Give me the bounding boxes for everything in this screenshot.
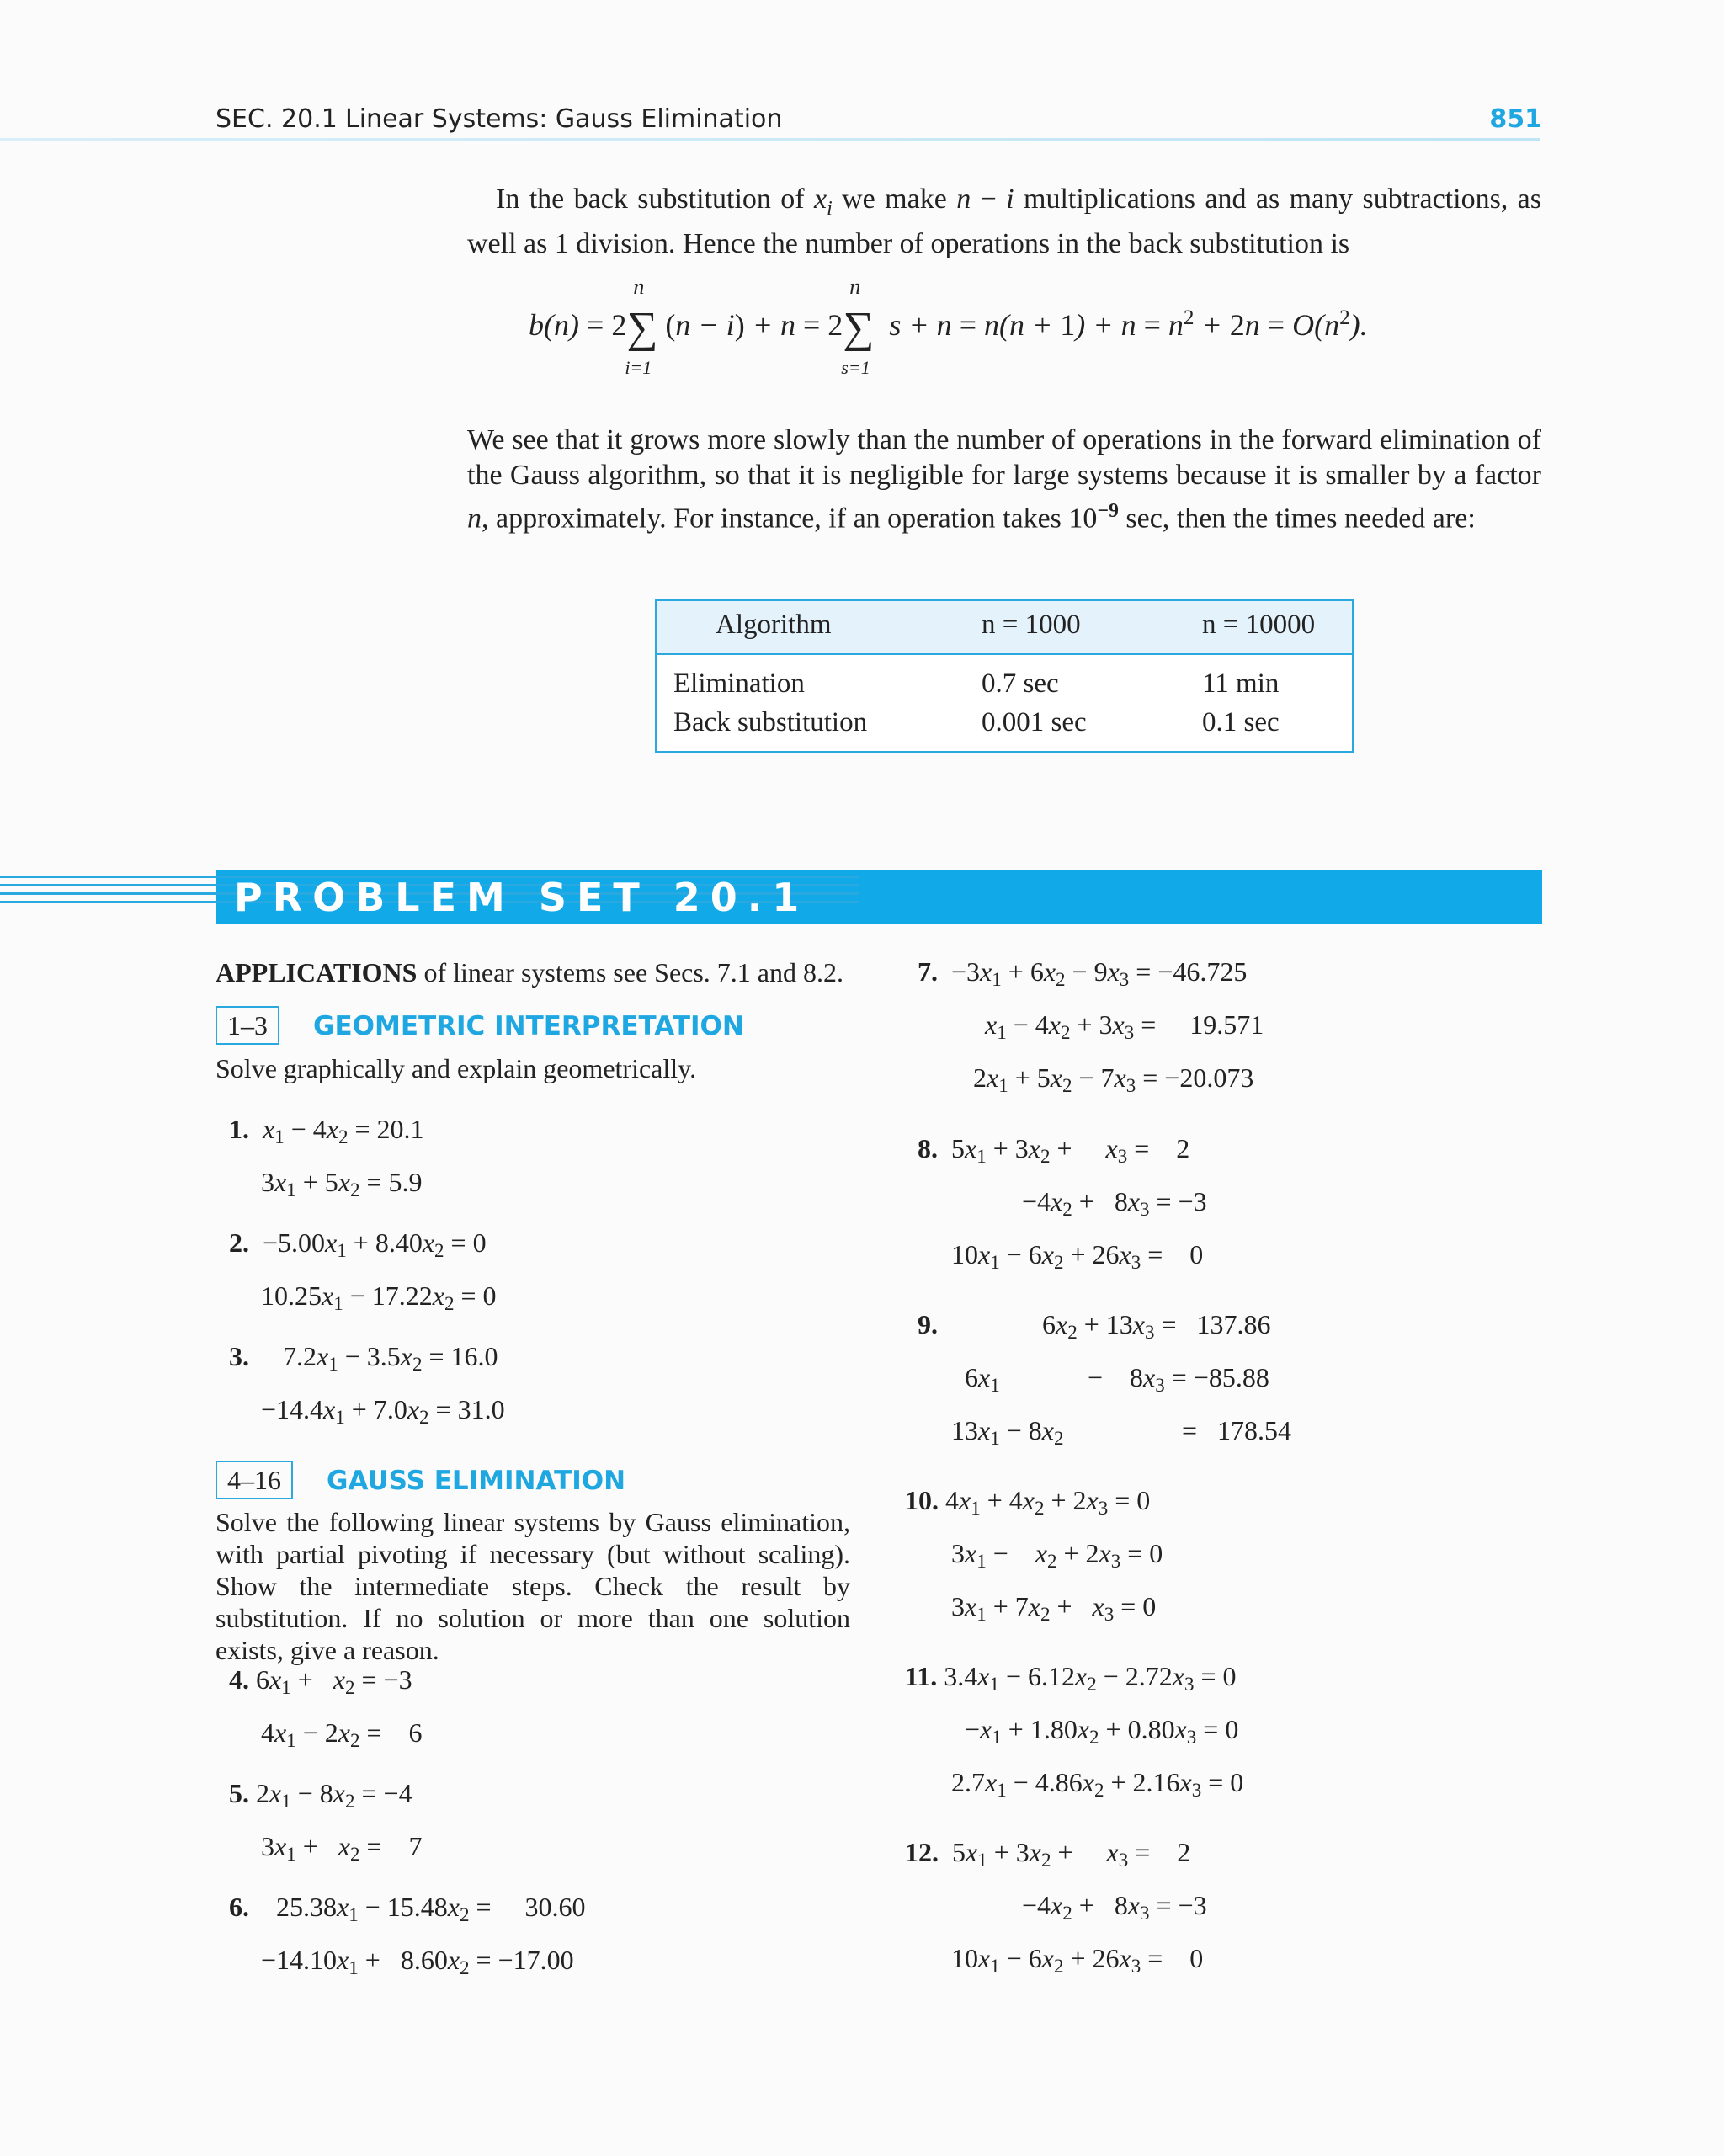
problem-9-eq3-terms: = 178.54 [1182,1415,1292,1445]
problem-8-eq1: 8. $5x_1 + 3x_2$ + $x_3$ = 2 [918,1133,1190,1167]
problem-10-eq3: $3x_1 + 7x_2 + x_3 = 0$ [951,1591,1157,1625]
problem-11-eq3: $2.7x_1 - 4.86x_2 + 2.16x_3 = 0$ [951,1767,1244,1801]
section-instructions: Solve the following linear systems by Gauss elimination, with partial pivoting if necessary (but without scaling). Show the intermediate steps. Check the result by substitution. If no solution or more than one solution exists, give a reason. [216,1507,850,1665]
problem-10-eq2: $3x_1$ − $x_2 + 2x_3 = 0$ [951,1538,1163,1572]
problem-set-title: PROBLEM SET 20.1 [234,875,810,920]
table-header: n = 10000 [1202,610,1316,640]
problem-7-eq1: 7. $-3x_1 + 6x_2 - 9x_3 = -46.725$ [918,956,1248,990]
problem-9-eq1-terms: $6x_2 + 13x_3 = 137.86$ [1042,1309,1271,1343]
problem-5-eq1: 5. $2x_1 - 8x_2 = -4$ [229,1778,412,1812]
section-title: GEOMETRIC INTERPRETATION [313,1011,744,1041]
problem-11-eq1: 11. $3.4x_1 - 6.12x_2 - 2.72x_3 = 0$ [905,1661,1237,1695]
table-cell: 0.7 sec [982,668,1059,699]
table-cell: Back substitution [673,707,868,737]
problem-range-box: 4–16 [216,1461,293,1499]
table-cell: 0.001 sec [982,707,1087,737]
running-head-section: SEC. 20.1 [216,104,338,134]
header-rule [0,138,1540,141]
problem-9-eq2: $6x_1$ [965,1362,1000,1396]
running-head-title: Linear Systems: Gauss Elimination [345,104,783,134]
table-cell: 0.1 sec [1202,707,1280,737]
section-title: GAUSS ELIMINATION [327,1466,626,1496]
problem-range-box: 1–3 [216,1006,279,1045]
problem-4-eq2: $4x_1 - 2x_2$ = 6 [261,1717,423,1751]
problem-4-eq1: 4. $6x_1 + x_2 = -3$ [229,1664,412,1698]
problem-1-eq1: 1. $x_1 - 4x_2 = 20.1$ [229,1114,424,1147]
paragraph-back-substitution: In the back substitution of $x_i$ we make n − i multiplications and as many subtractions, as well as 1 division. Hence the number of operations in the back substitution is [467,184,1542,259]
page-number: 851 [1489,104,1542,134]
table-cell: 11 min [1202,668,1280,699]
problem-3-eq2: $-14.4x_1 + 7.0x_2 = 31.0$ [261,1394,505,1428]
table-header: Algorithm [716,610,832,640]
problem-8-eq2: $-4x_2 + 8x_3 = -3$ [1022,1186,1207,1220]
problem-12-eq1: 12. $5x_1 + 3x_2$ + $x_3$ = 2 [905,1837,1191,1871]
table-header: n = 1000 [982,610,1081,640]
problem-1-eq2: $3x_1 + 5x_2 = 5.9$ [261,1167,423,1200]
formula-back-substitution: b(n) = 2∑ n i=1 (n − i) + n = 2∑ n s=1 $s + n = n(n + 1) + n = n^2 + 2n = O(n^2)$. [529,274,1368,378]
problem-2-eq2: $10.25x_1 - 17.22x_2 = 0$ [261,1280,497,1314]
problem-9-eq3: $13x_1 - 8x_2$ [951,1415,1064,1449]
problem-12-eq3: $10x_1 - 6x_2 + 26x_3$ = 0 [951,1943,1204,1977]
problem-6-eq1: 6. $25.38x_1 - 15.48x_2$ = 30.60 [229,1892,586,1925]
problem-2-eq1: 2. $-5.00x_1 + 8.40x_2 = 0$ [229,1227,487,1261]
problem-5-eq2: $3x_1 + x_2$ = 7 [261,1831,423,1865]
problem-9-eq1: 9. [918,1309,938,1339]
problem-9-eq2-terms: − $8x_3 = -85.88$ [1088,1362,1269,1396]
timing-table [655,599,1354,753]
problem-11-eq2: $-x_1 + 1.80x_2 + 0.80x_3 = 0$ [965,1714,1239,1748]
section-instructions: Solve graphically and explain geometrically. [216,1053,697,1083]
section-head-gauss [216,1461,625,1499]
section-head-geometric [216,1006,744,1045]
problem-3-eq1: 3. $7.2x_1 - 3.5x_2 = 16.0$ [229,1341,498,1375]
problem-6-eq2: $-14.10x_1 + 8.60x_2 = -17.00$ [261,1945,574,1978]
problem-10-eq1: 10. $4x_1 + 4x_2 + 2x_3 = 0$ [905,1485,1151,1519]
table-cell: Elimination [673,668,805,699]
problem-8-eq3: $10x_1 - 6x_2 + 26x_3$ = 0 [951,1239,1204,1273]
paragraph-growth: We see that it grows more slowly than the number of operations in the forward elimination of the Gauss algorithm, so that it is negligible for large systems because it is smaller by a factor n, approximately. For instance, if an operation takes $10^{-9}$ sec, then the times needed are: [467,424,1541,535]
problem-7-eq3: $2x_1 + 5x_2 - 7x_3 = -20.073$ [973,1062,1254,1096]
problem-12-eq2: $-4x_2 + 8x_3 = -3$ [1022,1890,1207,1924]
applications-note: APPLICATIONS of linear systems see Secs. 7.1 and 8.2. [216,957,843,988]
problem-7-eq2: $x_1 - 4x_2 + 3x_3$ = 19.571 [985,1009,1264,1043]
